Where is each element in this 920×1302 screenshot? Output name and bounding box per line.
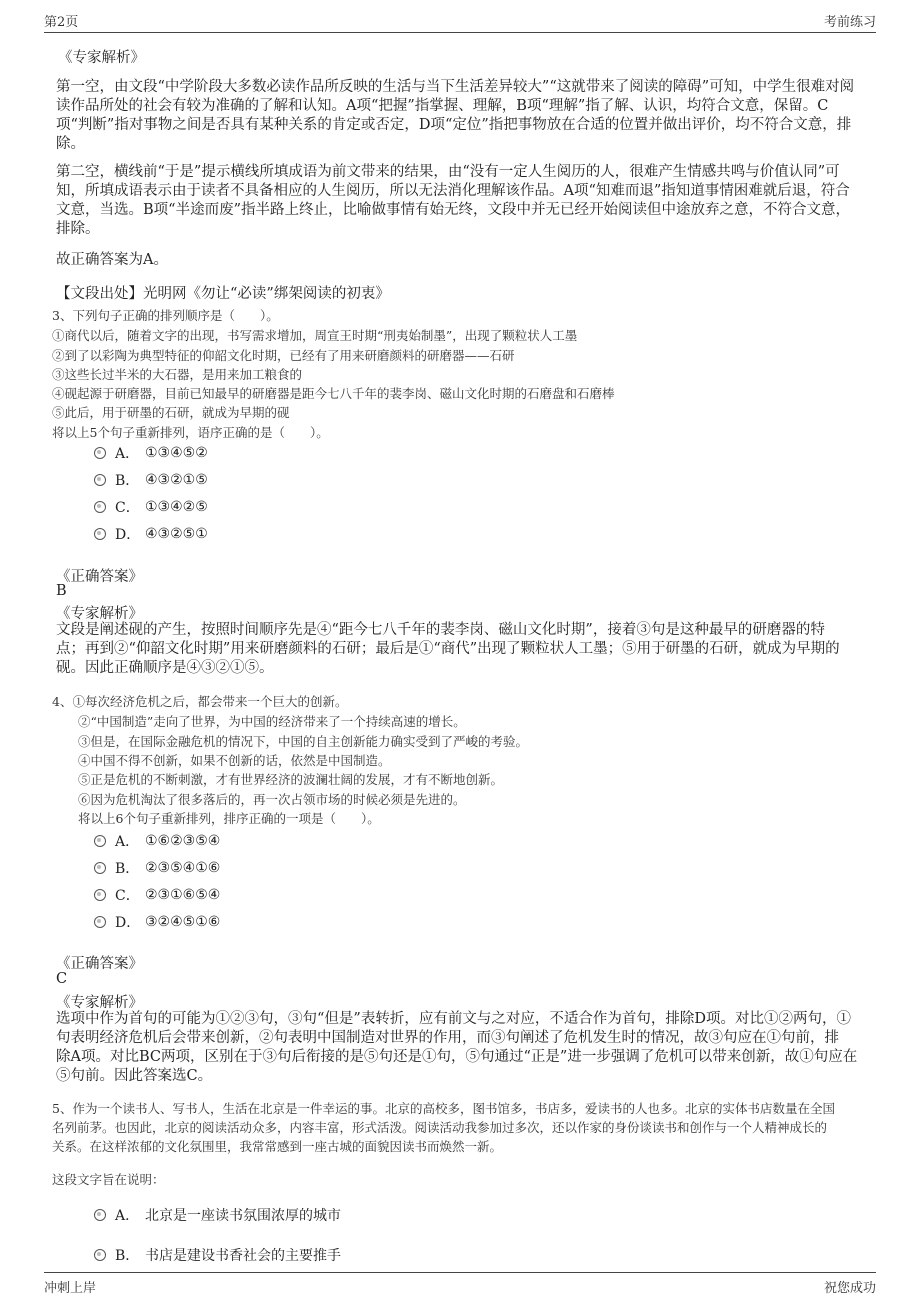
q4-analysis-line: 选项中作为首句的可能为①②③句，③句“但是”表转折，应有前文与之对应，不适合作为首句，排除D项。对比①②两句，① [56, 1011, 851, 1027]
q2-para1-line: 除。 [56, 136, 85, 152]
q2-para1-line: 项“判断”指对事物之间是否具有某种关系的肯定或否定，D项“定位”指把事物放在合适的位置并做出评价，均不符合文意，排 [56, 117, 852, 133]
option-letter: C． [115, 500, 140, 516]
q2-para2-line: 文意，当选。B项“半途而废”指半路上终止，比喻做事情有始无终，文段中并无已经开始阅读但中途放弃之意，不符合文意， [56, 202, 850, 218]
q5-option-a[interactable] [94, 1205, 341, 1225]
q3-stem: 3、下列句子正确的排列顺序是（ ）。 [52, 308, 279, 323]
q5-stem-line: 5、作为一个读书人、写书人，生活在北京是一件幸运的事。北京的高校多，图书馆多，书店多，爱读书的人也多。北京的实体书店数量在全国 [52, 1101, 835, 1116]
radio-icon[interactable] [94, 501, 106, 513]
footer-left: 冲刺上岸 [44, 1281, 97, 1296]
page-number: 第2页 [44, 15, 79, 30]
q3-analysis-line: 砚。因此正确顺序是④③②①⑤。 [56, 660, 274, 676]
radio-icon[interactable] [94, 474, 106, 486]
option-text: ④③②①⑤ [145, 472, 208, 488]
q4-analysis-line: 句表明经济危机后会带来创新，②句表明中国制造对世界的作用，而③句阐述了危机发生时的情况，故③句应在①句前，排 [56, 1030, 839, 1046]
q3-option-c[interactable] [94, 497, 208, 517]
q2-analysis-para1 [56, 78, 866, 154]
q4-answer: C [56, 971, 68, 987]
q5-stem-line: 关系。在这样浓郁的文化氛围里，我常常感到一座古城的面貌因读书而焕然一新。 [52, 1139, 503, 1154]
footer-divider [44, 1272, 876, 1273]
q4-analysis [56, 1010, 866, 1086]
q4-expert-label: 《专家解析》 [56, 995, 143, 1011]
option-text: ④③②⑤① [145, 526, 208, 542]
q4-option-c[interactable] [94, 885, 220, 905]
q2-conclusion: 故正确答案为A。 [56, 252, 168, 268]
q3-option-b[interactable] [94, 470, 208, 490]
q4-option-d[interactable] [94, 912, 220, 932]
q5-option-b[interactable] [94, 1245, 341, 1265]
option-text: ①③④⑤② [145, 445, 208, 461]
radio-icon[interactable] [94, 889, 106, 901]
header-divider [44, 32, 876, 33]
header-title: 考前练习 [823, 15, 876, 30]
q4-answer-label: 《正确答案》 [56, 956, 143, 972]
option-text: ①③④②⑤ [145, 499, 208, 515]
q4-instruction: 将以上6个句子重新排列，排序正确的一项是（ ）。 [78, 811, 380, 826]
q2-source: 【文段出处】光明网《勿让“必读”绑架阅读的初衷》 [56, 286, 390, 302]
option-text: 北京是一座读书氛围浓厚的城市 [145, 1208, 341, 1224]
option-letter: B． [115, 473, 140, 489]
radio-icon[interactable] [94, 1209, 106, 1221]
q3-sentence: ⑤此后，用于研墨的石研，就成为早期的砚 [52, 405, 290, 420]
q4-sentence: ②“中国制造”走向了世界，为中国的经济带来了一个持续高速的增长。 [78, 714, 466, 729]
q4-stem: 4、①每次经济危机之后，都会带来一个巨大的创新。 [52, 694, 348, 709]
q3-analysis-line: 文段是阐述砚的产生，按照时间顺序先是④“距今七八千年的裴李岗、磁山文化时期”，接着③句是这种最早的研磨器的特 [56, 622, 825, 638]
radio-icon[interactable] [94, 862, 106, 874]
q2-para1-line: 读作品所处的社会有较为准确的了解和认知。A项“把握”指掌握、理解，B项“理解”指了解、认识，均符合文意，保留。C [56, 98, 829, 114]
q5-stem-line: 名列前茅。也因此，北京的阅读活动众多，内容丰富，形式活泼。阅读活动我参加过多次，还以作家的身份谈读书和创作与一个人精神成长的 [52, 1120, 828, 1135]
q2-para1-line: 第一空，由文段“中学阶段大多数必读作品所反映的生活与当下生活差异较大”“这就带来了阅读的障碍”可知，中学生很难对阅 [56, 79, 855, 95]
q3-option-a[interactable] [94, 443, 208, 463]
q3-answer-label: 《正确答案》 [56, 569, 143, 585]
option-letter: D． [115, 915, 141, 931]
q4-sentence: ⑤正是危机的不断刺激，才有世界经济的波澜壮阔的发展，才有不断地创新。 [78, 772, 504, 787]
option-letter: A． [115, 1208, 140, 1224]
q3-option-d[interactable] [94, 524, 208, 544]
q4-analysis-line: ⑤句前。因此答案选C。 [56, 1068, 213, 1084]
q4-option-b[interactable] [94, 858, 220, 878]
radio-icon[interactable] [94, 528, 106, 540]
q2-para2-line: 知，所填成语表示由于读者不具备相应的人生阅历，所以无法消化理解该作品。A项“知难而退”指知道事情困难就后退，符合 [56, 183, 850, 199]
q3-sentence: ①商代以后，随着文字的出现，书写需求增加，周宣王时期“刑夷始制墨”，出现了颗粒状人工墨 [52, 328, 578, 343]
option-letter: C． [115, 888, 140, 904]
q3-analysis-line: 点；再到②“仰韶文化时期”用来研磨颜料的石研；最后是①“商代”出现了颗粒状人工墨；⑤用于研墨的石研，就成为早期的 [56, 641, 840, 657]
q3-expert-label: 《专家解析》 [56, 606, 143, 622]
q4-sentence: ③但是，在国际金融危机的情况下，中国的自主创新能力确实受到了严峻的考验。 [78, 734, 529, 749]
q2-para2-line: 第二空，横线前“于是”提示横线所填成语为前文带来的结果，由“没有一定人生阅历的人，很难产生情感共鸣与价值认同”可 [56, 164, 840, 180]
option-text: 书店是建设书香社会的主要推手 [145, 1248, 341, 1264]
q2-expert-label: 《专家解析》 [58, 50, 145, 66]
radio-icon[interactable] [94, 447, 106, 459]
q3-answer: B [56, 583, 67, 599]
option-letter: B． [115, 1248, 140, 1264]
option-letter: A． [115, 834, 140, 850]
option-text: ①⑥②③⑤④ [145, 833, 221, 849]
q4-sentence: ⑥因为危机淘汰了很多落后的，再一次占领市场的时候必须是先进的。 [78, 792, 466, 807]
q3-instruction: 将以上5个句子重新排列，语序正确的是（ ）。 [52, 425, 329, 440]
q3-sentence: ③这些长过半米的大石器，是用来加工粮食的 [52, 367, 303, 382]
option-text: ③②④⑤①⑥ [145, 914, 221, 930]
q5-stem [52, 1099, 835, 1156]
q5-question: 这段文字旨在说明： [52, 1172, 165, 1187]
radio-icon[interactable] [94, 916, 106, 928]
page-header [44, 11, 876, 30]
q4-sentence: ④中国不得不创新，如果不创新的话，依然是中国制造。 [78, 753, 391, 768]
footer-right: 祝您成功 [823, 1281, 876, 1296]
q3-analysis [56, 621, 866, 678]
option-text: ②③⑤④①⑥ [145, 860, 221, 876]
q2-para2-line: 排除。 [56, 221, 100, 237]
option-letter: A． [115, 446, 140, 462]
radio-icon[interactable] [94, 835, 106, 847]
radio-icon[interactable] [94, 1249, 106, 1261]
option-letter: B． [115, 861, 140, 877]
q3-sentence: ②到了以彩陶为典型特征的仰韶文化时期，已经有了用来研磨颜料的研磨器——石研 [52, 348, 515, 363]
option-letter: D． [115, 527, 141, 543]
page-footer [44, 1277, 876, 1296]
q2-analysis-para2 [56, 163, 866, 239]
q3-sentence: ④砚起源于研磨器，目前已知最早的研磨器是距今七八千年的裴李岗、磁山文化时期的石磨盘和石磨棒 [52, 386, 615, 401]
q4-analysis-line: 除A项。对比BC两项，区别在于③句后衔接的是⑤句还是①句，⑤句通过“正是”进一步强调了危机可以带来创新，故①句应在 [56, 1049, 858, 1065]
option-text: ②③①⑥⑤④ [145, 887, 221, 903]
q4-option-a[interactable] [94, 831, 220, 851]
